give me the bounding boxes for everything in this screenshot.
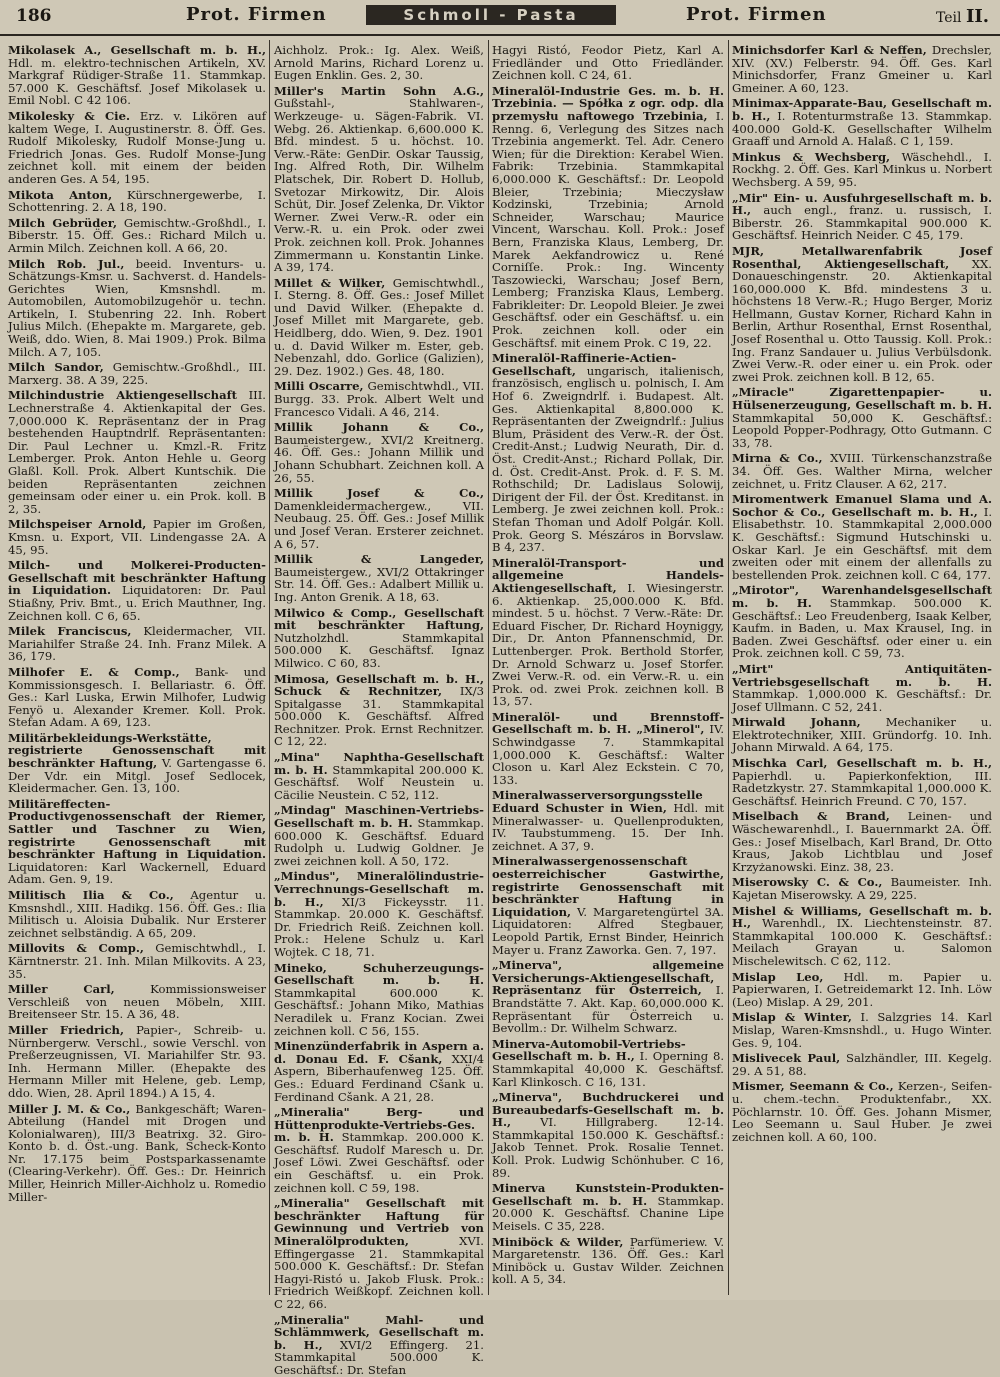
part-number: II. [965,6,990,27]
firm-name: Milli Oscarre, [274,379,364,394]
firm-name: Mineralöl- und Brennstoff-Gesellschaft m. b. H. „Minerol", [492,709,724,737]
firm-name: Mineralwasserversorgungsstelle Eduard Schuster in Wien, [492,788,703,816]
entry-text: IV. Schwindgasse 7. Stammkapital 1,000.000 K. Geschäftsf.: Walter Closon u. Karl Alez Eckstein. C 70, 133. [492,722,725,787]
directory-entry [274,1106,484,1194]
firm-name: „Mina" Naphtha-Gesellschaft m. b. H. [274,750,484,777]
directory-entry [274,1197,484,1310]
firm-name: „Mirotor", Warenhandelsgesellschaft m. b. H. [732,583,992,610]
firm-name: Miller J. M. & Co., [8,1101,131,1116]
directory-entry [492,789,724,852]
directory-entry [732,97,992,147]
entry-text: Stammkap. 200.000 K. Geschäftsf. Rudolf Maresch u. Dr. Josef Löwi. Zwei Geschäftsf. oder ein Geschäftsf. u. ein Prok. zeichnen koll. C 59, 198. [274,1130,484,1195]
firm-name: Milchindustrie Aktiengesellschaft [8,388,237,403]
firm-name: Minerva Kunststein-Produkten-Gesellschaft m. b. H. [492,1181,724,1208]
directory-entry [8,1103,266,1204]
firm-name: Milch Gebrüder, [8,215,118,230]
firm-name: Millet & Wilker, [274,275,386,290]
firm-name: Mikolesky & Cie. [8,108,130,123]
entry-text: Liquidatoren: Karl Wackernell, Eduard Adam. Gen. 9, 19. [8,859,266,887]
entry-text: Erz. v. Likören auf kaltem Wege, I. Augustinerstr. 8. Öff. Ges. Rudolf Mikolesky, Rudolf Monse-Jung u. Friedrich Jonas. Ges. Rudolf Monse-Jung zeichnet koll. mit einem der beiden anderen Ges. A 54, 195. [8,108,267,186]
firm-name: Mineralöl-Industrie Ges. m. b. H. Trzebinia. — Spółka z ogr. odp. dla przemysłu naftowego Trzebinia, [492,83,724,123]
firm-name: Miller's Martin Sohn A.G., [274,83,484,98]
directory-entry [492,85,724,349]
entry-text: Stammkap. 20.000 K. Geschäftsf. Chanine Lipe Meisels. C 35, 228. [492,1193,725,1234]
directory-entry [274,380,484,418]
directory-entry [8,625,266,663]
directory-entry [732,810,992,873]
directory-entry [8,666,266,729]
directory-entry [732,716,992,754]
directory-entry [492,959,724,1035]
entry-text: Bankgeschäft; Waren-Abteilung (Handel mit Drogen und Kolonialwaren), III/3 Beatrixg. 32. Giro-Konto b. d. Öst.-ung. Bank, Scheck-Konto Nr. 17.175 beim Postsparkassenamte (Clearing-Verkehr). Öff. Ges.: Dr. Heinrich Miller, Heinrich Miller-Aichholz u. Romedio Miller- [8,1101,266,1204]
firm-name: Militäreffecten-Productivgenossenschaft der Riemer, Sattler und Taschner zu Wien, registrirte Genossenschaft mit beschränkter Haftung in Liquidation. [8,796,266,862]
entry-text: XVIII. Türkenschanzstraße 34. Öff. Ges. Walther Mirna, welcher zeichnet, u. Fritz Clauser. A 62, 217. [732,451,992,491]
column-3 [492,44,724,1294]
firm-name: Milhofer E. & Comp., [8,664,180,679]
entry-text: I. Rotenturmstraße 13. Stammkap. 400.000 Gold-K. Gesellschafter Wilhelm Graaff und Arnold A. Halaß. C 1, 159. [732,108,992,149]
column-2 [274,43,485,1377]
firm-name: Millovits & Comp., [8,941,144,956]
entry-text: Gemischtw.-Großhdl., I. Biberstr. 15. Öff. Ges.: Richard Milch u. Armin Milch. Zeichnen koll. A 66, 20. [8,215,267,255]
column-1 [8,44,266,1294]
directory-entry [492,1182,724,1232]
entry-text: Stammkap. 500.000 K. Geschäftsf.: Leo Freudenberg, Isaak Kelber, Kaufm. in Baden, u. Max Krausel, Ing. in Baden. Zwei Geschäftsf. oder einer u. ein Prok. zeichnen koll. C 59, 73. [732,595,992,661]
entry-text: Kommissionsweiser Verschleiß von neuen Möbeln, XIII. Breitenseer Str. 15. A 36, 48. [8,982,266,1022]
directory-entry [8,361,266,386]
running-title-right: Prot. Firmen [686,4,827,25]
entry-text: Mechaniker u. Elektrotechniker, XIII. Gründorfg. 10. Inh. Johann Mirwald. A 64, 175. [732,715,993,755]
directory-entry [274,673,484,749]
directory-entry [492,1091,724,1179]
column-rule [488,40,489,1295]
firm-name: Milek Franciscus, [8,624,132,639]
firm-name: „Mir" Ein- u. Ausfuhrgesellschaft m. b. H., [732,190,992,218]
firm-name: Milch Sandor, [8,360,104,375]
entry-text: I. Elisabethstr. 10. Stammkapital 2,000.000 K. Geschäftsf.: Sigmund Hutschinski u. Oskar Karl. Je ein Geschäftsf. mit dem zweiten oder mit einem der allenfalls zu bestellenden Prok. zeichnen koll. C 64, 177. [732,504,992,582]
entry-text: I. Wiesingerstr. 6. Aktienkap. 25,000.000 K. Bfd. mindest. 5 u. höchst. 7 Verw.-Räte: Dr. Eduard Fischer, Dr. Richard Hoyniggy, Dir., Dr. Anton Pfannenschmid, Dr. Luttenberger. Prok. Berthold Storfer, Dr. Arnold Schwarz u. Josef Storfer. Zwei Verw.-R. od. ein Verw.-R. u. ein Prok. od. zwei Prok. zeichnen koll. B 13, 57. [492,580,725,709]
running-title-left: Prot. Firmen [186,4,327,25]
directory-entry [8,1024,266,1100]
directory-entry [732,971,992,1009]
firm-name: Millik & Langeder, [274,552,484,567]
entry-text: Kürschnergewerbe, I. Schottenring. 2. A 18, 190. [8,187,266,215]
firm-name: MJR, Metallwarenfabrik Josef Rosenthal, Aktiengesellschaft, [732,243,992,271]
entry-text: Baumeister. Inh. Kajetan Miserowsky. A 29, 225. [732,875,992,902]
entry-text: Nutzholzhdl. Stammkapital 500.000 K. Geschäftsf. Ignaz Milwico. C 60, 83. [274,630,484,670]
firm-name: Minichsdorfer Karl & Neffen, [732,43,927,57]
firm-name: Miller Carl, [8,982,115,997]
directory-entry [274,1040,484,1103]
entry-text: beeid. Inventurs- u. Schätzungs-Kmsr. u. Sachverst. d. Handels-Gerichtes Wien, Kmsnshdl. m. Automobilen, Automobilzugehör u. techn. Artikeln, I. Stubenring 22. Inh. Robert Julius Milch. (Ehepakte m. Margarete, geb. Weiß, ddo. Wien, 8. Mai 1909.) Prok. Bilma Milch. A 7, 105. [8,256,266,359]
firm-name: Mimosa, Gesellschaft m. b. H., Schuck & Rechnitzer, [274,671,484,699]
entry-text: Leinen- und Wäschewarenhdl., I. Bauernmarkt 2A. Öff. Ges.: Josef Miselbach, Karl Brand, Dr. Otto Kraus, Jakob Lichtblau und Josef Krzyżanowski. Einz. 38, 23. [732,809,992,874]
entry-text: XX. Donaueschingenstr. 20. Aktienkapital 160,000.000 K. Bfd. mindestens 3 u. höchstens 18 Verw.-R.; Hugo Berger, Moriz Hellmann, Gustav Korner, Richard Kahn in Berlin, Arthur Rosenthal, Ernst Rosenthal, Josef Rosenthal u. Otto Taussig. Koll. Prok.: Ing. Franz Sandauer u. Julius Verbülsdonk. Zwei Verw.-R. oder einer u. ein Prok. oder zwei Prok. zeichnen koll. B 12, 65. [732,256,992,384]
firm-name: „Mirt" Antiquitäten-Vertriebsgesellschaft m. b. H. [732,661,992,689]
entry-text: Kleidermacher, VII. Mariahilfer Straße 24. Inh. Franz Milek. A 36, 179. [8,624,266,664]
directory-entry [8,798,266,886]
firm-name: Militisch Ilia & Co., [8,888,174,902]
entry-text: Hdl. m. elektro-technischen Artikeln, XV. Markgraf Rüdiger-Straße 11. Stammkap. 57.000 K. Geschäftsf. Josef Mikolasek u. Emil Nobl. C 42 106. [8,55,266,108]
directory-entry [8,983,266,1021]
entry-text: Agentur u. Kmsnshdl., XIII. Hadikg. 156. Öff. Ges.: Ilia Militisch u. Aloisia Dubalik. Nur Ersterer zeichnet selbständig. A 65, 209. [8,888,266,940]
entry-text: Hagyi Ristó, Feodor Pietz, Karl A. Friedländer und Otto Friedländer. Zeichnen koll. C 24, 61. [492,43,724,83]
entry-text: Kerzen-, Seifen- u. chem.-techn. Produktenfabr., XX. Pöchlarnstr. 10. Öff. Ges. Johann Mismer, Leo Seemann u. Saul Huber. Je zwei zeichnen koll. A 60, 100. [732,1079,992,1144]
directory-entry [492,44,724,82]
column-4 [732,44,992,1294]
directory-entry [274,44,484,82]
entry-text: VI. Hillgraberg. 12-14. Stammkapital 150.000 K. Geschäftsf.: Jakob Tennet. Prok. Rosalie Tennet. Koll. Prok. Ludwig Schönhuber. C 16, 89. [492,1115,724,1180]
entry-text: Gemischtw.-Großhdl., III. Marxerg. 38. A 39, 225. [8,360,267,387]
entry-text: III. Lechnerstraße 4. Aktienkapital der Ges. 7,000.000 K. Repräsentanz der in Prag bestehenden Hauptndrlf. Repräsentanten: Dir. Paul Lechner u. Kmzl.-R. Fritz Lemberger. Prok. Anton Hehle u. Georg Glaßl. Koll. Prok. Albert Kuntschik. Die beiden Repräsentanten zeichnen gemeinsam oder einer u. ein Prok. koll. B 2, 35. [8,388,266,516]
directory-entry [274,607,484,670]
entry-text: Papier-, Schreib- u. Nürnbergerw. Verschl., sowie Verschl. von Preßerzeugnissen, VI. Mariahilfer Str. 93. Inh. Hermann Miller. (Ehepakte des Hermann Miller mit Helene, geb. Lemp, ddo. Wien, 28. April 1894.) A 15, 4. [8,1022,266,1100]
entry-text: Aichholz. Prok.: Ig. Alex. Weiß, Arnold Marins, Richard Lorenz u. Eugen Enklin. Ges. 2, 30. [274,43,484,83]
directory-entry [732,757,992,807]
entry-text: Liquidatoren: Dr. Paul Stiaßny, Priv. Bmt., u. Erich Mauthner, Ing. Zeichnen koll. C 6, 65. [8,583,266,623]
firm-name: Miller Friedrich, [8,1022,124,1037]
directory-entry [274,870,484,958]
firm-name: Mineralwassergenossenschaft oesterreichischer Gastwirthe, registrirte Genossenschaft mit beschränkter Haftung in Liquidation, [492,854,724,919]
directory-entry [8,732,266,795]
entry-text: auch engl., franz. u. russisch, I. Biberstr. 26. Stammkapital 900.000 K. Geschäftsf. Heinrich Neider. C 45, 179. [732,203,993,243]
entry-text: Baumeistergew., XVI/2 Ottakringer Str. 14. Öff. Ges.: Adalbert Millik u. Ing. Anton Grenik. A 18, 63. [274,564,484,604]
entry-text: Parfümeriew. V. Margaretenstr. 136. Öff. Ges.: Karl Miniböck u. Gustav Wilder. Zeichnen koll. A 5, 34. [492,1234,725,1287]
entry-text: V. Margaretengürtel 3A. Liquidatoren: Alfred Stegbauer, Leopold Partik, Ernst Binder, Heinrich Mayer u. Franz Zaworka. Gen. 7, 197. [492,904,725,957]
firm-name: Mikolasek A., Gesellschaft m. b. H., [8,43,266,57]
entry-text: Baumeistergew., XVI/2 Kreitnerg. 46. Öff. Ges.: Johann Millik und Johann Schubhart. Zeichnen koll. A 26, 55. [274,432,484,485]
firm-name: Miromentwerk Emanuel Slama und A. Sochor & Co., Gesellschaft m. b. H., [732,492,992,519]
firm-name: Mislivecek Paul, [732,1051,841,1066]
entry-text: XVI. Effingergasse 21. Stammkapital 500.000 K. Geschäftsf.: Dr. Stefan Hagyi-Ristó u. Jakob Flusk. Prok.: Friedrich Weißkopf. Zeichnen koll. C 22, 66. [274,1234,484,1311]
directory-entry [8,942,266,980]
firm-name: Mineralöl-Transport- und allgemeine Handels-Aktiengesellschaft, [492,555,724,595]
firm-name: „Mineralia" Berg- und Hüttenprodukte-Vertriebs-Ges. m. b. H. [274,1105,484,1145]
firm-name: „Minerva", Buchdruckerei und Bureaubedarfs-Gesellschaft m. b. H., [492,1090,724,1130]
directory-entry [732,584,992,660]
entry-text: Stammkap. 1,000.000 K. Geschäftsf.: Dr. Josef Ullmann. C 52, 241. [732,687,992,714]
directory-entry [8,518,266,556]
directory-entry [732,905,992,968]
entry-text: Drechsler, XIV. (XV.) Felberstr. 94. Öff. Ges. Karl Minichsdorfer, Franz Gmeiner u. Karl Gmeiner. A 60, 123. [732,43,992,95]
firm-name: Milwico & Comp., Gesellschaft mit beschränkter Haftung, [274,605,484,633]
directory-entry [8,559,266,622]
firm-name: Mismer, Seemann & Co., [732,1079,894,1094]
entry-text: XXI/4 Aspern, Biberhaufenweg 125. Öff. Ges.: Eduard Ferdinand Cšank u. Ferdinand Cšank. A 21, 28. [274,1051,484,1104]
firm-name: Milch Rob. Jul., [8,256,125,271]
entry-text: Gemischtwhdl., I. Sterng. 8. Öff. Ges.: Josef Millet und David Wilker. (Ehepakte d. Josef Millet mit Margarete, geb. Heidlberg, ddo. Wien, 9. Dez. 1901 u. d. David Wilker m. Ester, geb. Nebenzahl, ddo. Gorlice (Galizien), 29. Dez. 1902.) Ges. 48, 180. [274,275,485,378]
entry-text: Stammkapital 600.000 K. Geschäftsf.: Johann Miko, Mathias Neradilek u. Franz Kocian. Zwei zeichnen koll. C 56, 155. [274,985,484,1038]
directory-entry [732,44,992,94]
directory-entry [274,962,484,1038]
directory-entry [492,711,724,787]
directory-entry [732,876,992,901]
entry-text: Hdl. mit Mineralwasser- u. Quellenprodukten, IV. Taubstummeng. 15. Der Inh. zeichnet. A 37, 9. [492,801,724,853]
directory-entry [732,1052,992,1077]
entry-text: Stammkapital 50,000 K. Geschäftsf.: Leopold Popper-Podhragy, Otto Gutmann. C 33, 78. [732,410,992,450]
page-number: 186 [16,6,52,26]
firm-name: „Mineralia" Gesellschaft mit beschränkter Haftung für Gewinnung und Vertrieb von Mineralölprodukten, [274,1196,484,1249]
directory-entry [732,151,992,189]
firm-name: Miserowsky C. & Co., [732,875,883,890]
directory-entry [274,1314,484,1377]
directory-entry [274,421,484,484]
firm-name: „Minerva", allgemeine Versicherungs-Aktiengesellschaft, Repräsentanz für Österreich, [492,958,724,998]
part-label [936,6,989,27]
directory-entry [732,493,992,581]
directory-entry [492,352,724,554]
firm-name: Mislap & Winter, [732,1010,852,1025]
directory-entry [732,663,992,713]
page-header [0,0,1000,36]
firm-name: Miniböck & Wilder, [492,1234,624,1249]
alphabet-range-banner: Schmoll - Pasta [366,5,616,25]
entry-text: Papierhdl. u. Papierkonfektion, III. Radetzkystr. 27. Stammkapital 1,000.000 K. Geschäftsf. Heinrich Freund. C 70, 157. [732,768,992,808]
directory-entry [732,192,992,242]
firm-name: Mischka Carl, Gesellschaft m. b. H., [732,756,992,771]
directory-entry [274,804,484,867]
directory-entry [8,44,266,107]
firm-name: Militärbekleidungs-Werkstätte, registrierte Genossenschaft mit beschränkter Haftung, [8,730,266,771]
firm-name: Mirwald Johann, [732,715,861,730]
entry-text: XVI/2 Effingerg. 21. Stammkapital 500.000 K. Geschäftsf.: Dr. Stefan [274,1337,484,1377]
directory-entry [8,389,266,515]
part-label-text: Teil [936,10,962,26]
firm-name: Minimax-Apparate-Bau, Gesellschaft m. b. H., [732,96,992,123]
firm-name: Miselbach & Brand, [732,809,890,824]
directory-entry [274,553,484,603]
column-rule [728,40,729,1295]
directory-entry [732,452,992,490]
entry-text: Damenkleidermachergew., VII. Neubaug. 25. Öff. Ges.: Josef Millik und Josef Veran. Ersterer zeichnet. A 6, 57. [274,498,484,551]
firm-name: Mishel & Williams, Gesellschaft m. b. H., [732,903,992,931]
directory-entry [274,751,484,801]
directory-entry [8,258,266,359]
entry-text: Gemischtwhdl., VII. Burgg. 33. Prok. Albert Welt und Francesco Vidali. A 46, 214. [274,379,484,419]
entry-text: IX/3 Spitalgasse 31. Stammkapital 500.000 K. Geschäftsf. Alfred Rechnitzer. Prok. Ernst Rechnitzer. C 12, 22. [274,684,485,749]
entry-text: Hdl. m. Papier u. Papierwaren, I. Getreidemarkt 12. Inh. Löw (Leo) Mislap. A 29, 201. [732,969,992,1009]
entry-text: XI/3 Fickeysstr. 11. Stammkap. 20.000 K. Geschäftsf. Dr. Friedrich Reiß. Zeichnen koll. Prok.: Helene Schulz u. Karl Wojtek. C 18, 71. [274,894,484,959]
firm-name: Milchspeiser Arnold, [8,517,147,532]
entry-text: Gemischtwhdl., I. Kärntnerstr. 21. Inh. Milan Milkovits. A 23, 35. [8,941,267,981]
entry-text: Bank- und Kommissionsgesch. I. Bellariastr. 6. Öff. Ges.: Karl Luska, Erwin Milhofer, Ludwig Fenyö u. Alexander Kremer. Koll. Prok. Stefan Adam. A 69, 123. [8,664,266,730]
entry-text: Stammkapital 200.000 K. Geschäftsf. Wolf Neustein u. Cäcilie Neustein. C 52, 112. [274,762,484,802]
firm-name: „Mindus", Mineralölindustrie-Verrechnungs-Gesellschaft m. b. H., [274,869,484,909]
firm-name: Mineko, Schuherzeugungs-Gesellschaft m. b. H. [274,960,484,988]
directory-entry [732,386,992,449]
directory-entry [732,1080,992,1143]
firm-name: „Mindag" Maschinen-Vertriebs-Gesellschaft m. b. H. [274,803,484,831]
firm-name: Millik Johann & Co., [274,420,484,435]
column-rule [269,40,270,1295]
directory-entry [274,85,484,274]
directory-entry [732,1011,992,1049]
directory-entry [274,277,484,378]
firm-name: Milch- und Molkerei-Producten-Gesellschaft mit beschränkter Haftung in Liquidation. [8,558,266,598]
entry-text: V. Gartengasse 6. Der Vdr. ein Mitgl. Josef Sedlocek, Kleidermacher. Gen. 13, 100. [8,756,267,796]
directory-entry [8,110,266,186]
entry-text: Stammkap. 600.000 K. Geschäftsf. Eduard Rudolph u. Ludwig Goldner. Je zwei zeichnen koll. A 50, 172. [274,816,485,868]
directory-entry [8,189,266,214]
directory-entry [8,889,266,939]
entry-text: I. Operning 8. Stammkapital 40,000 K. Geschäftsf. Karl Klinkosch. C 16, 131. [492,1049,725,1089]
entry-text: I. Renng. 6, Verlegung des Sitzes nach Trzebinia angemerkt. Tel. Adr. Cenero Wien; für die Direktion: Kerabel Wien. Fabrik: Trzebinia. Stammkapital 6,000.000 K. Geschäftsf.: Dr. Leopold Bleier, Trzebinia; Mieczysław Kodzinski, Trzebinia; Arnold Schneider, Warschau; Maurice Vincent, Warschau. Koll. Prok.: Josef Bern, Franziska Klaus, Lemberg, Dr. Marek Aekfandrowicz u. René Corniſſe. Prok.: Ing. Wincenty Taszowiecki, Warschau; Josef Bern, Lemberg; Franziska Klaus, Lemberg. Fabrikleiter: Dr. Leopold Bleier. Je zwei Geschäftsf. oder ein Geschäftsf. u. ein Prok. zeichnen koll. oder ein Geschäftsf. mit einem Prok. C 19, 22. [492,108,724,350]
firm-name: Minerva-Automobil-Vertriebs-Gesellschaft m. b. H., [492,1036,686,1064]
firm-name: Millik Josef & Co., [274,486,484,501]
entry-text: I. Salzgries 14. Karl Mislap, Waren-Kmsnshdl., u. Hugo Winter. Ges. 9, 104. [732,1010,992,1050]
firm-name: Mislap Leo, [732,969,824,984]
firm-name: „Miracle" Zigarettenpapier- u. Hülsenerzeugung, Gesellschaft m. b. H. [732,385,992,413]
entry-text: Gußstahl-, Stahlwaren-, Werkzeuge- u. Sägen-Fabrik. VI. Webg. 26. Aktienkap. 6,600.000 K. Bfd. mindest. 5 u. höchst. 10. Verw.-Räte: GenDir. Oskar Taussig, Ing. Alfred Roth, Dir. Wilhelm Platschek, Dir. Robert D. Hollub, Svetozar Mirkowitz, Dir. Alois Schüt, Dir. Josef Zelenka, Dr. Viktor Werner. Zwei Verw.-R. oder ein Verw.-R. u. ein Prok. oder zwei Prok. zeichnen koll. Prok. Johannes Zimmermann u. Konstantin Linke. A 39, 174. [274,96,484,275]
entry-text: Wäschehdl., I. Rockhg. 2. Öff. Ges. Karl Minkus u. Norbert Wechsberg. A 59, 95. [732,149,992,189]
directory-entry [274,487,484,550]
firm-name: Minenzünderfabrik in Aspern a. d. Donau Ed. F. Cšank, [274,1039,484,1066]
entry-text: Papier im Großen, Kmsn. u. Export, VII. Lindengasse 2A. A 45, 95. [8,517,266,557]
firm-name: Mirna & Co., [732,451,823,466]
entry-text: I. Brandstätte 7. Akt. Kap. 60,000.000 K. Repräsentant für Österreich u. Bevollm.: Dr. Wilhelm Schwarz. [492,983,724,1036]
entry-text: ungarisch, italienisch, französisch, englisch u. polnisch, I. Am Hof 6. Zweigndrlf. i. Budapest. Alt. Ges. Aktienkapital 8,800.000 K. Repräsentanten der Zweigndrlf.: Julius Blum, Präsident des Verw.-R. der Öst. Credit-Anst.; Ludwig Neurath, Dir. d. Öst. Credit-Anst.; Richard Pollak, Dir. d. Öst. Credit-Anst. Prok. d. F. S. M. Rothschild; Dr. Ladislaus Solowij, Dirigent der Fil. der Öst. Kreditanst. in Lemberg. Je zwei zeichnen koll. Prok.: Stefan Thoman und Adolf Polgár. Koll. Prok. Georg S. Mészáros in Borvslaw. B 4, 237. [492,363,724,555]
firm-name: „Mineralia" Mahl- und Schlämmwerk, Gesellschaft m. b. H., [274,1312,484,1352]
firm-name: Minkus & Wechsberg, [732,149,891,164]
directory-entry [492,855,724,956]
directory-entry [8,217,266,255]
entry-text: Salzhändler, III. Kegelg. 29. A 51, 88. [732,1051,992,1078]
directory-entry [492,1038,724,1088]
entry-text: Warenhdl., IX. Liechtensteinstr. 87. Stammkapital 100.000 K. Geschäftsf.: Meilach Grayan u. Salomon Mischelewitsch. C 62, 112. [732,916,992,968]
directory-entry [732,245,992,384]
directory-entry [492,557,724,708]
firm-name: Mikota Anton, [8,187,113,202]
firm-name: Mineralöl-Raffinerie-Actien-Gesellschaft, [492,351,677,378]
directory-entry [492,1236,724,1286]
